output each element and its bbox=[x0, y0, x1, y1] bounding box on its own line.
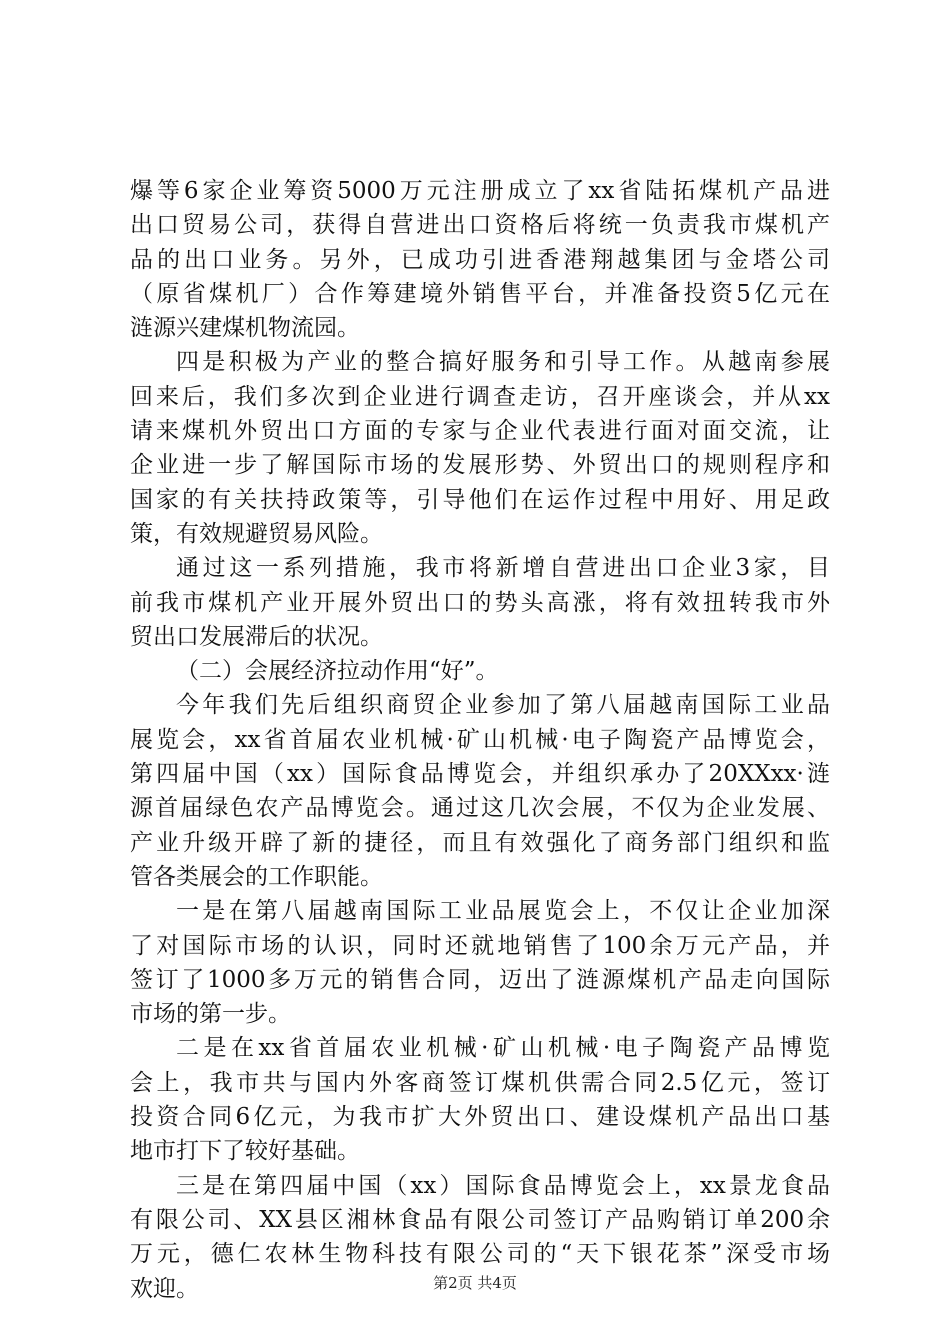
text-line: 三是在第四届中国（xx）国际食品博览会上，xx景龙食品 bbox=[176, 1172, 830, 1199]
text-line: 爆等6家企业筹资5000万元注册成立了xx省陆拓煤机产品进 bbox=[130, 178, 830, 204]
text-line: 通过这一系列措施，我市将新增自营进出口企业3家，目 bbox=[176, 555, 830, 582]
text-line: 国家的有关扶持政策等，引导他们在运作过程中用好、用足政 bbox=[130, 486, 830, 513]
text-line: 万元，德仁农林生物科技有限公司的“天下银花茶”深受市场 bbox=[130, 1241, 830, 1268]
text-line: 请来煤机外贸出口方面的专家与企业代表进行面对面交流，让 bbox=[130, 418, 830, 445]
text-line: 前我市煤机产业开展外贸出口的势头高涨，将有效扭转我市外 bbox=[130, 589, 830, 616]
text-line: 一是在第八届越南国际工业品展览会上，不仅让企业加深 bbox=[176, 898, 830, 925]
text-line: 投资合同6亿元，为我市扩大外贸出口、建设煤机产品出口基 bbox=[130, 1104, 830, 1131]
text-line: 地市打下了较好基础。 bbox=[130, 1138, 360, 1165]
text-line: 二是在xx省首届农业机械·矿山机械·电子陶瓷产品博览 bbox=[176, 1035, 830, 1062]
text-line: 回来后，我们多次到企业进行调查走访，召开座谈会，并从xx bbox=[130, 383, 830, 410]
text-line: 品的出口业务。另外，已成功引进香港翔越集团与金塔公司 bbox=[130, 246, 830, 273]
text-line: 有限公司、XX县区湘林食品有限公司签订产品购销订单200余 bbox=[130, 1206, 830, 1233]
text-line: 出口贸易公司，获得自营进出口资格后将统一负责我市煤机产 bbox=[130, 212, 830, 239]
text-line: （原省煤机厂）合作筹建境外销售平台，并准备投资5亿元在 bbox=[130, 280, 830, 307]
text-line: 贸出口发展滞后的状况。 bbox=[130, 623, 383, 650]
text-line: 产业升级开辟了新的捷径，而且有效强化了商务部门组织和监 bbox=[130, 829, 830, 856]
text-line: 欢迎。 bbox=[130, 1275, 199, 1302]
text-line: 签订了1000多万元的销售合同，迈出了涟源煤机产品走向国际 bbox=[130, 966, 830, 993]
text-line: 了对国际市场的认识，同时还就地销售了100余万元产品，并 bbox=[130, 932, 830, 959]
section-heading: （二）会展经济拉动作用“好”。 bbox=[176, 658, 499, 685]
document-body bbox=[130, 174, 830, 1306]
text-line: 今年我们先后组织商贸企业参加了第八届越南国际工业品 bbox=[176, 692, 830, 719]
text-line: 第四届中国（xx）国际食品博览会，并组织承办了20XXxx·涟 bbox=[130, 761, 830, 788]
text-line: 市场的第一步。 bbox=[130, 1001, 291, 1028]
text-line: 四是积极为产业的整合搞好服务和引导工作。从越南参展 bbox=[176, 349, 830, 376]
text-line: 会上，我市共与国内外客商签订煤机供需合同2.5亿元，签订 bbox=[130, 1069, 830, 1096]
text-line: 源首届绿色农产品博览会。通过这几次会展，不仅为企业发展、 bbox=[130, 795, 830, 822]
text-line: 涟源兴建煤机物流园。 bbox=[130, 315, 360, 342]
text-line: 管各类展会的工作职能。 bbox=[130, 863, 383, 890]
page-number-footer: 第2页 共4页 bbox=[433, 1274, 517, 1292]
text-line: 展览会，xx省首届农业机械·矿山机械·电子陶瓷产品博览会， bbox=[130, 726, 830, 753]
text-line: 策，有效规避贸易风险。 bbox=[130, 520, 383, 547]
text-line: 企业进一步了解国际市场的发展形势、外贸出口的规则程序和 bbox=[130, 452, 830, 479]
